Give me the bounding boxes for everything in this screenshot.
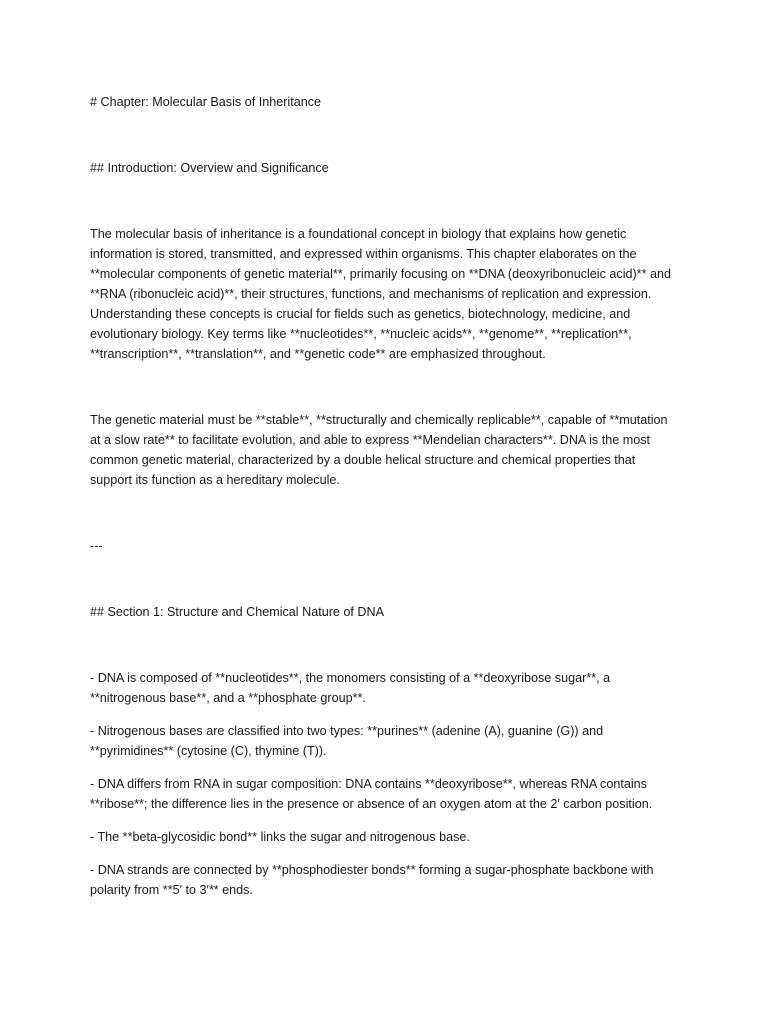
intro-paragraph-1: The molecular basis of inheritance is a foundational concept in biology that explains how genetic information is stored, transmitted, and expressed within organisms. This chapter elaborates on the **molecular components of genetic material**, primarily focusing on **DNA (deoxyribonucleic acid)** and **RNA (ribonucleic acid)**, their structures, functions, and mechanisms of replication and expression. Understanding these concepts is crucial for fields such as genetics, biotechnology, medicine, and evolutionary biology. Key terms like **nucleotides**, **nucleic acids**, **genome**, **replication**, **transcription**, **translation**, and **genetic code** are emphasized throughout. [90, 227, 671, 361]
section1-bullet-list [90, 668, 680, 900]
chapter-title: # Chapter: Molecular Basis of Inheritance [90, 95, 322, 109]
section-separator: --- [90, 539, 103, 553]
list-item: - The **beta-glycosidic bond** links the sugar and nitrogenous base. [90, 830, 470, 844]
list-item: - DNA is composed of **nucleotides**, the monomers consisting of a **deoxyribose sugar**, a **nitrogenous base**, and a **phosphate group**. [90, 671, 611, 705]
document-body [90, 92, 680, 913]
list-item: - DNA strands are connected by **phosphodiester bonds** forming a sugar-phosphate backbone with polarity from **5′ to 3′** ends. [90, 863, 654, 897]
list-item: - Nitrogenous bases are classified into two types: **purines** (adenine (A), guanine (G)) and **pyrimidines** (cytosine (C), thymine (T)). [90, 724, 604, 758]
intro-heading: ## Introduction: Overview and Significance [90, 161, 329, 175]
intro-paragraph-2: The genetic material must be **stable**, **structurally and chemically replicable**, capable of **mutation at a slow rate** to facilitate evolution, and able to express **Mendelian characters**. DNA is the most common genetic material, characterized by a double helical structure and chemical properties that support its function as a hereditary molecule. [90, 413, 668, 487]
list-item: - DNA differs from RNA in sugar composition: DNA contains **deoxyribose**, whereas RNA contains **ribose**; the difference lies in the presence or absence of an oxygen atom at the 2′ carbon position. [90, 777, 653, 811]
section1-heading: ## Section 1: Structure and Chemical Nature of DNA [90, 605, 384, 619]
